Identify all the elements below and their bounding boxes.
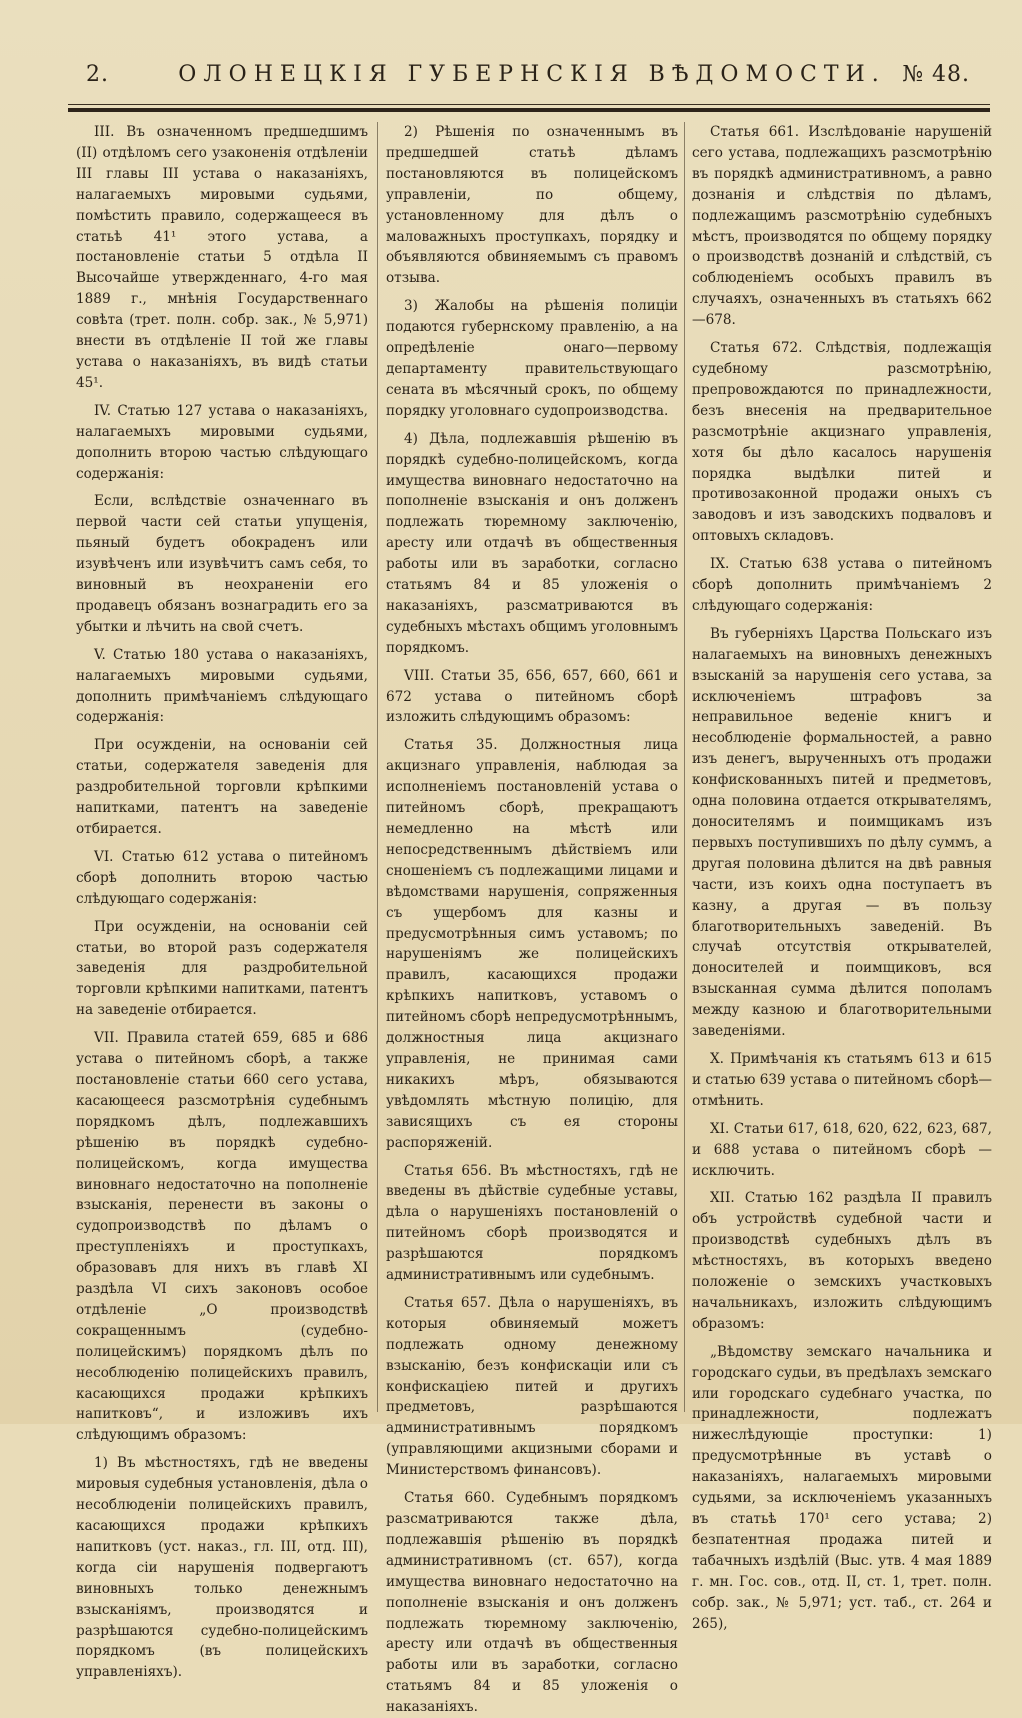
header-rule-thick <box>68 108 990 112</box>
paragraph: Статья 660. Судебнымъ порядкомъ разсматриваются также дѣла, подлежавшія рѣшенію въ порядкѣ административномъ (ст. 657), когда имущества виновнаго недостаточно на пополненіе взысканія и онъ долженъ подлежать тюремному заключенію, аресту или отдачѣ въ общественныя работы или въ заработки, согласно статьямъ 84 и 85 уложенія о наказаніяхъ. <box>386 1490 678 1716</box>
paragraph: 1) Въ мѣстностяхъ, гдѣ не введены мировыя судебныя установленія, дѣла о несоблюденіи полицейскихъ правилъ, касающихся продажи крѣпкихъ напитковъ (уст. наказ., гл. III, отд. III), когда сіи нарушенія подвергаютъ виновныхъ только денежнымъ взысканіямъ, производятся и разрѣшаются судебно-полицейскимъ порядкомъ (въ полицейскихъ управленіяхъ). <box>76 1455 368 1681</box>
text-column-3 <box>692 122 992 1632</box>
paragraph: Статья 656. Въ мѣстностяхъ, гдѣ не введены въ дѣйствіе судебные уставы, дѣла о нарушеніяхъ постановленій о питейномъ сборѣ производятся и разрѣшаются порядкомъ административнымъ или судебнымъ. <box>386 1162 678 1284</box>
paragraph: V. Статью 180 устава о наказаніяхъ, налагаемыхъ мировыми судьями, дополнить примѣчаніемъ слѣдующаго содержанія: <box>76 646 368 726</box>
paragraph: Статья 657. Дѣла о нарушеніяхъ, въ которыя обвиняемый можетъ подлежать одному денежному взысканію, безъ конфискаціи или съ конфискаціею питей и другихъ предметовъ, разрѣшаются административнымъ порядкомъ (управляющими акцизными сборами и Министерствомъ финансовъ). <box>386 1294 678 1479</box>
newspaper-title: ОЛОНЕЦКІЯ ГУБЕРНСКІЯ ВѢДОМОСТИ. <box>178 62 886 87</box>
paragraph: IX. Статью 638 устава о питейномъ сборѣ дополнить примѣчаніемъ 2 слѣдующаго содержанія: <box>692 556 992 614</box>
paragraph: При осужденіи, на основаніи сей статьи, во второй разъ содержателя заведенія для раздробительной торговли крѣпкими напитками, патентъ на заведеніе отбирается. <box>76 918 368 1019</box>
paragraph: III. Въ означенномъ предшедшимъ (II) отдѣломъ сего узаконенія отдѣленіи III главы III устава о наказаніяхъ, налагаемыхъ мировыми судьями, помѣстить правило, содержащееся въ статьѣ 41¹ этого устава, а постановленіе статьи 5 отдѣла II Высочайше утвержденнаго, 4-го мая 1889 г., мнѣнія Государственнаго совѣта (трет. полн. собр. зак., № 5,971) внести въ отдѣленіе II той же главы устава о наказаніяхъ, въ видѣ статьи 45¹. <box>76 124 368 391</box>
paragraph: VII. Правила статей 659, 685 и 686 устава о питейномъ сборѣ, а также постановленіе статьи 660 сего устава, касающееся разсмотрѣнія судебнымъ порядкомъ дѣлъ, подлежавшихъ рѣшенію въ порядкѣ судебно-полицейскомъ, когда имущества виновнаго недостаточно на пополненіе взысканія, перенести въ законы о судопроизводствѣ по дѣламъ о преступленіяхъ и проступкахъ, образовавъ для нихъ въ главѣ XI раздѣла VI сихъ законовъ особое отдѣленіе „О производствѣ сокращеннымъ (судебно-полицейскимъ) порядкомъ дѣлъ по несоблюденію полицейскихъ правилъ, касающихся продажи крѣпкихъ напитковъ“, и изложивъ ихъ слѣдующимъ образомъ: <box>76 1030 368 1444</box>
page-number: 2. <box>86 62 109 87</box>
paragraph: Статья 672. Слѣдствія, подлежащія судебному разсмотрѣнію, препровождаются по принадлежности, безъ внесенія на предварительное разсмотрѣніе акцизнаго управленія, хотя бы дѣло касалось нарушенія порядка выдѣлки питей и противозаконной продажи оныхъ съ заводовъ и изъ заводскихъ подваловъ и оптовыхъ складовъ. <box>692 340 992 545</box>
column-divider <box>377 122 378 1412</box>
header-rule-thin <box>68 104 990 105</box>
paragraph: 2) Рѣшенія по означеннымъ въ предшедшей статьѣ дѣламъ постановляются въ полицейскомъ управленіи, по общему, установленному для дѣлъ о маловажныхъ проступкахъ, порядку и объявляются обвиняемымъ съ правомъ отзыва. <box>386 124 678 287</box>
column-divider <box>684 122 685 1412</box>
paragraph: XII. Статью 162 раздѣла II правилъ объ устройствѣ судебной части и производствѣ судебныхъ дѣлъ въ мѣстностяхъ, въ которыхъ введено положеніе о земскихъ участковыхъ начальникахъ, изложить слѣдующимъ образомъ: <box>692 1190 992 1332</box>
paragraph: Статья 661. Изслѣдованіе нарушеній сего устава, подлежащихъ разсмотрѣнію въ порядкѣ административномъ, а равно дознанія и слѣдствія по дѣламъ, подлежащимъ разсмотрѣнію судебныхъ мѣстъ, производятся по общему порядку о производствѣ дознаній и слѣдствій, съ соблюденіемъ особыхъ правилъ въ случаяхъ, означенныхъ въ статьяхъ 662—678. <box>692 124 992 329</box>
paragraph: „Вѣдомству земскаго начальника и городскаго судьи, въ предѣлахъ земскаго или городскаго судебнаго участка, по принадлежности, подлежатъ нижеслѣдующіе проступки: 1) предусмотрѣнные въ уставѣ о наказаніяхъ, налагаемыхъ мировыми судьями, за исключеніемъ указанныхъ въ статьѣ 170¹ сего устава; 2) безпатентная продажа питей и табачныхъ издѣлій (Выс. утв. 4 мая 1889 г. мн. Гос. сов., отд. II, ст. 1, трет. полн. собр. зак., № 5,971; уст. таб., ст. 264 и 265), <box>692 1343 992 1632</box>
issue-number: № 48. <box>902 62 970 87</box>
text-column-2 <box>386 122 678 1716</box>
paragraph: Если, вслѣдствіе означеннаго въ первой части сей статьи упущенія, пьяный будетъ обокраденъ или изувѣченъ или изувѣчитъ самъ себя, то виновный въ неохраненіи его продавецъ обязанъ вознаградить его за убытки и лѣчить на свой счетъ. <box>76 493 368 635</box>
paragraph: IV. Статью 127 устава о наказаніяхъ, налагаемыхъ мировыми судьями, дополнить второю частью слѣдующаго содержанія: <box>76 402 368 482</box>
paragraph: Статья 35. Должностныя лица акцизнаго управленія, наблюдая за исполненіемъ постановленій устава о питейномъ сборѣ, прекращаютъ немедленно на мѣстѣ или непосредственнымъ дѣйствіемъ или сношеніемъ съ подлежащими лицами и вѣдомствами нарушенія, сопряженныя съ ущербомъ для казны и предусмотрѣнныя симъ уставомъ; по нарушеніямъ же полицейскихъ правилъ, касающихся продажи крѣпкихъ напитковъ, уставомъ о питейномъ сборѣ непредусмотрѣннымъ, должностныя лица акцизнаго управленія, не принимая сами никакихъ мѣръ, обязываются увѣдомлять мѣстную полицію, для зависящихъ съ ея стороны распоряженій. <box>386 737 678 1151</box>
paragraph: 3) Жалобы на рѣшенія полиціи подаются губернскому правленію, а на опредѣленіе онаго—первому департаменту правительствующаго сената въ мѣсячный срокъ, по общему порядку уголовнаго судопроизводства. <box>386 298 678 419</box>
paragraph: VI. Статью 612 устава о питейномъ сборѣ дополнить второю частью слѣдующаго содержанія: <box>76 848 368 907</box>
paragraph: При осужденіи, на основаніи сей статьи, содержателя заведенія для раздробительной торговли крѣпкими напитками, патентъ на заведеніе отбирается. <box>76 737 368 837</box>
paragraph: X. Примѣчанія къ статьямъ 613 и 615 и статью 639 устава о питейномъ сборѣ—отмѣнить. <box>692 1050 992 1109</box>
page-header <box>74 62 990 102</box>
paragraph: Въ губерніяхъ Царства Польскаго изъ налагаемыхъ на виновныхъ денежныхъ взысканій за нарушенія сего устава, за исключеніемъ штрафовъ за неправильное веденіе книгъ и несоблюденіе формальностей, а равно изъ денегъ, вырученныхъ отъ продажи конфискованныхъ питей и предметовъ, одна половина отдается открывателямъ, доносителямъ и поимщикамъ изъ первыхъ поступившихъ по дѣлу суммъ, а другая половина дѣлится на двѣ равныя части, изъ коихъ одна поступаетъ въ казну, а другая — въ пользу благотворительныхъ заведеній. Въ случаѣ отсутствія открывателей, доносителей и поимщиковъ, вся взысканная сумма дѣлится пополамъ между казною и благотворительными заведеніями. <box>692 625 992 1040</box>
text-column-1 <box>76 122 368 1681</box>
paragraph: VIII. Статьи 35, 656, 657, 660, 661 и 672 устава о питейномъ сборѣ изложить слѣдующимъ образомъ: <box>386 667 678 726</box>
paragraph: XI. Статьи 617, 618, 620, 622, 623, 687, и 688 устава о питейномъ сборѣ — исключить. <box>692 1120 992 1179</box>
paragraph: 4) Дѣла, подлежавшія рѣшенію въ порядкѣ судебно-полицейскомъ, когда имущества виновнаго недостаточно на пополненіе взысканія и онъ долженъ подлежать тюремному заключенію, аресту или отдачѣ въ общественныя работы или въ заработки, согласно статьямъ 84 и 85 уложенія о наказаніяхъ, разсматриваются въ судебныхъ мѣстахъ общимъ уголовнымъ порядкомъ. <box>386 430 678 656</box>
